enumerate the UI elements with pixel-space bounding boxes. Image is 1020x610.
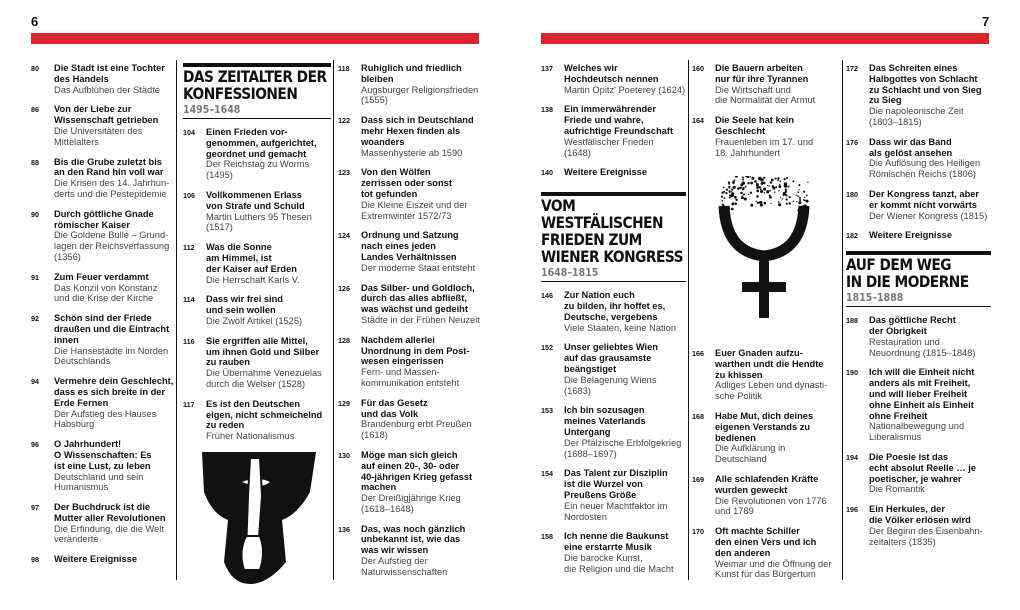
toc-entry[interactable] — [338, 398, 488, 441]
entry-subtitle: Der Aufstieg der Naturwissenschaften — [361, 556, 448, 577]
symbol-arc — [724, 206, 804, 256]
entry-subtitle: Städte in der Frühen Neuzeit — [361, 314, 480, 325]
red-header-bar-right — [541, 33, 989, 44]
entry-title: Es ist den Deutschen eigen, nicht schmeichelnd zu reden — [206, 398, 323, 431]
entry-title: Was die Sonne am Himmel, ist der Kaiser auf Erden — [206, 242, 297, 274]
entry-subtitle: Weimar und die Öffnung der Kunst für das Bürgertum — [715, 558, 832, 580]
page-ref: 126 — [338, 283, 350, 293]
toc-entry[interactable] — [692, 348, 840, 402]
column-divider — [688, 60, 689, 580]
toc-entry[interactable] — [338, 115, 488, 158]
page-ref: 136 — [338, 524, 350, 534]
toc-entry[interactable] — [541, 531, 686, 574]
entry-title: Ruhiglich und friedlich bleiben — [361, 63, 462, 84]
page-ref: 152 — [541, 343, 553, 353]
entry-subtitle: Deutschland und sein Humanismus — [54, 471, 144, 493]
toc-column-3 — [338, 63, 488, 587]
page-ref: 137 — [541, 64, 553, 73]
toc-entry[interactable] — [541, 63, 686, 95]
entry-title: Durch göttliche Gnade römischer Kaiser — [54, 208, 154, 230]
entry-title: Zum Feuer verdammt — [54, 271, 149, 282]
page-ref: 104 — [183, 128, 195, 137]
entry-title: Schön sind der Friede draußen und die Eintracht innen — [54, 313, 170, 345]
entry-subtitle: Augsburger Religionsfrieden (1555) — [361, 84, 479, 106]
entry-title: Das Silber- und Goldloch, durch das alles abfließt, was wächst und gedeiht — [361, 282, 475, 315]
toc-entry[interactable] — [183, 399, 331, 442]
page-ref: 188 — [846, 316, 858, 326]
entry-subtitle: Die barocke Kunst, die Religion und die Macht — [564, 552, 674, 574]
entry-title: Sie ergriffen alle Mittel, um ihnen Gold und Silber zu rauben — [206, 335, 320, 368]
toc-entry[interactable] — [846, 367, 991, 443]
toc-entry[interactable] — [338, 63, 488, 106]
entry-subtitle: Der Reichstag zu Worms (1495) — [206, 159, 310, 181]
entry-subtitle: Viele Staaten, keine Nation — [564, 322, 676, 333]
entry-subtitle: Die Krisen des 14. Jahrhun- derts und die Pestepidemie — [54, 178, 170, 199]
entry-title: Dass wir das Band als gelöst ansehen — [869, 136, 953, 158]
toc-entry[interactable] — [183, 190, 331, 233]
toc-entry[interactable] — [846, 137, 991, 180]
page-ref: 166 — [692, 349, 704, 358]
entry-title: Die Bauern arbeiten nur für ihre Tyrannen — [715, 63, 809, 84]
page-ref: 140 — [541, 168, 553, 178]
section-title: VOM WESTFÄLISCHEN FRIEDEN ZUM WIENER KONGRESS — [541, 196, 684, 267]
entry-title: Der Buchdruck ist die Mutter aller Revolutionen — [54, 502, 166, 523]
entry-subtitle: Die Wirtschaft und die Normalität der Armut — [715, 84, 816, 106]
section-header — [846, 251, 991, 307]
section-title: DAS ZEITALTER DER KONFESSIONEN — [183, 67, 327, 103]
toc-entry[interactable] — [541, 290, 686, 333]
page-ref: 92 — [31, 314, 39, 324]
column-divider — [176, 60, 177, 580]
entry-subtitle: Der Wiener Kongress (1815) — [869, 210, 988, 221]
toc-entry[interactable] — [31, 157, 176, 200]
entry-title: Euer Gnaden aufzu- warthen undt die Hendte zu khissen — [715, 348, 824, 380]
page-ref: 118 — [338, 64, 350, 73]
entry-title: Von der Liebe zur Wissenschaft getrieben — [54, 104, 159, 126]
entry-title: Für das Gesetz und das Volk — [361, 397, 428, 419]
entry-title: Dass sich in Deutschland mehr Hexen finden als woanders — [361, 115, 474, 147]
entry-subtitle: Adliges Leben und dynasti- sche Politik — [715, 380, 828, 402]
entry-subtitle: Nationalbewegung und Liberalismus — [869, 421, 965, 443]
entry-title: Habe Mut, dich deines eigenen Verstands zu bedienen — [715, 410, 814, 443]
page-ref: 88 — [31, 157, 39, 167]
entry-subtitle: Westfälischer Frieden (1648) — [564, 136, 654, 158]
entry-title: O Jahrhundert! O Wissenschaften: Es ist eine Lust, zu leben — [54, 439, 152, 471]
entry-subtitle: Die Romantik — [869, 484, 925, 495]
page-ref: 122 — [338, 116, 350, 126]
toc-entry[interactable] — [541, 167, 686, 178]
toc-entry[interactable] — [338, 335, 488, 389]
entry-title: Ich bin sozusagen meines Vaterlands Untergang — [564, 405, 646, 437]
page-ref: 116 — [183, 336, 195, 346]
entry-title: Der Kongress tanzt, aber er kommt nicht vorwärts — [869, 188, 980, 210]
entry-title: Unser geliebtes Wien auf das grausamste beängstiget — [564, 342, 658, 374]
toc-entry[interactable] — [31, 272, 176, 304]
page-ref: 98 — [31, 555, 39, 565]
page-ref: 196 — [846, 505, 858, 515]
entry-subtitle: Die Übernahme Venezuelas durch die Welser (1528) — [206, 368, 322, 389]
entry-subtitle: Die Goldene Bulle – Grund- lagen der Reichsverfassung (1356) — [54, 230, 170, 262]
entry-title: Ordnung und Satzung nach eines jeden Landes Verhältnissen — [361, 230, 459, 262]
toc-entry[interactable] — [692, 474, 840, 517]
toc-entry[interactable] — [31, 554, 176, 565]
entry-subtitle: Der Aufstieg des Hauses Habsburg — [54, 408, 157, 430]
toc-entry[interactable] — [846, 63, 991, 128]
page-ref: 194 — [846, 452, 858, 462]
entry-title: Nachdem allerlei Unordnung in dem Post- wesen eingerissen — [361, 334, 470, 367]
page-ref: 80 — [31, 64, 39, 73]
section-title: AUF DEM WEG IN DIE MODERNE — [846, 255, 969, 292]
page-ref: 96 — [31, 440, 39, 450]
entry-subtitle: Die Belagerung Wiens (1683) — [564, 374, 657, 396]
entry-subtitle: Martin Opitz' Poeterey (1624) — [564, 84, 686, 95]
entry-subtitle: Die napoleonische Zeit (1803–1815) — [869, 106, 964, 127]
entry-title: Die Stadt ist eine Tochter des Handels — [54, 63, 165, 84]
toc-entry[interactable] — [183, 127, 331, 181]
page-ref: 90 — [31, 209, 39, 219]
page-ref: 164 — [692, 116, 704, 126]
toc-entry[interactable] — [31, 104, 176, 147]
toc-column-5 — [692, 63, 840, 580]
female-symbol-illustration — [712, 176, 816, 324]
page-ref: 169 — [692, 474, 704, 484]
entry-title: Ich nenne die Baukunst eine erstarrte Musik — [564, 531, 669, 553]
toc-column-4 — [541, 63, 686, 584]
page-ref: 94 — [31, 377, 39, 387]
entry-subtitle: Die Erfindung, die die Welt veränderte — [54, 523, 164, 545]
entry-subtitle: Der Pfälzische Erbfolgekrieg (1688–1697) — [564, 437, 682, 459]
toc-entry[interactable] — [846, 315, 991, 358]
page-ref: 146 — [541, 291, 553, 301]
page-ref: 170 — [692, 527, 704, 537]
entry-title: Die Seele hat kein Geschlecht — [715, 115, 795, 136]
hand-icon — [241, 536, 263, 570]
toc-entry[interactable] — [692, 526, 840, 580]
page-ref: 154 — [541, 469, 553, 479]
page-ref: 91 — [31, 272, 39, 282]
page-ref: 112 — [183, 243, 195, 253]
toc-entry[interactable] — [338, 524, 488, 578]
entry-subtitle: Die Aufklärung in Deutschland — [715, 443, 786, 465]
toc-entry[interactable] — [31, 376, 176, 430]
silence-face-illustration — [198, 452, 320, 586]
entry-subtitle: Die Kleine Eiszeit und der Extremwinter 1572/73 — [361, 199, 468, 221]
entry-subtitle: Das Konzil von Konstanz und die Krise der Kirche — [54, 282, 158, 304]
entry-subtitle: Fern- und Massen- kommunikation entsteht — [361, 367, 460, 388]
entry-subtitle: Ein neuer Machtfaktor im Nordosten — [564, 500, 668, 522]
toc-entry[interactable] — [692, 411, 840, 465]
section-years: 1815–1888 — [846, 291, 904, 305]
entry-title: Das göttliche Recht der Obrigkeit — [869, 315, 956, 336]
page-ref: 168 — [692, 411, 704, 421]
entry-title: Ich will die Einheit nicht anders als mit Freiheit, und will lieber Freiheit ohne Einheit als Einheit ohne Freiheit — [869, 367, 975, 421]
toc-entry[interactable] — [846, 452, 991, 495]
toc-entry[interactable] — [31, 209, 176, 263]
entry-title: Weitere Ereignisse — [54, 554, 138, 565]
toc-entry[interactable] — [541, 342, 686, 396]
toc-entry[interactable] — [31, 439, 176, 493]
entry-subtitle: Die Revolutionen von 1776 und 1789 — [715, 495, 827, 517]
symbol-crossbar — [742, 282, 786, 292]
toc-column-1 — [31, 63, 176, 574]
entry-title: Ein immerwährender Friede und wahre, aufrichtige Freundschaft — [564, 104, 673, 136]
red-header-bar-left — [31, 33, 479, 44]
toc-entry[interactable] — [541, 405, 686, 459]
entry-subtitle: Der Beginn des Eisenbahn- zeitalters (1835) — [869, 525, 983, 547]
page-ref: 180 — [846, 189, 858, 199]
page-ref: 182 — [846, 231, 858, 241]
toc-entry[interactable] — [183, 336, 331, 390]
page-ref: 158 — [541, 532, 553, 542]
page-ref: 129 — [338, 398, 350, 408]
entry-subtitle: Früher Nationalismus — [206, 431, 295, 442]
toc-entry[interactable] — [692, 63, 840, 106]
toc-column-2 — [183, 63, 331, 451]
entry-title: Einen Frieden vor- genommen, aufgerichtet, geordnet und gemacht — [206, 127, 317, 159]
page-ref: 123 — [338, 168, 350, 178]
toc-entry[interactable] — [183, 294, 331, 326]
toc-entry[interactable] — [541, 104, 686, 158]
entry-title: Bis die Grube zuletzt bis an den Rand hin voll war — [54, 156, 164, 178]
entry-subtitle: Die Auflösung des Heiligen Römischen Reichs (1806) — [869, 158, 981, 180]
entry-subtitle: Die Hansestädte im Norden Deutschlands — [54, 345, 169, 367]
page-ref: 190 — [846, 368, 858, 378]
toc-entry[interactable] — [692, 115, 840, 158]
page-ref: 176 — [846, 137, 858, 147]
entry-title: Das Schreiten eines Halbgottes von Schlacht zu Schlacht und von Sieg zu Sieg — [869, 63, 982, 106]
toc-entry[interactable] — [846, 230, 991, 241]
section-years: 1648–1815 — [541, 266, 599, 280]
entry-subtitle: Das Aufblühen der Städte — [54, 84, 160, 95]
entry-title: Weitere Ereignisse — [564, 167, 648, 178]
column-divider — [333, 60, 334, 580]
entry-title: Alle schlafenden Kräfte wurden geweckt — [715, 473, 819, 495]
entry-subtitle: Die Herrschaft Karls V. — [206, 274, 300, 285]
entry-title: Das, was noch gänzlich unbekannt ist, wie das was wir wissen — [361, 523, 466, 556]
entry-title: Zur Nation euch zu bilden, ihr hoffet es, Deutsche, vergebens — [564, 290, 666, 322]
page-ref: 86 — [31, 105, 39, 115]
entry-subtitle: Die Zwölf Artikel (1525) — [206, 315, 303, 326]
toc-entry[interactable] — [338, 450, 488, 515]
entry-title: Möge man sich gleich auf einen 20-, 30- oder 40-jährigen Krieg gefasst machen — [361, 449, 473, 493]
toc-entry[interactable] — [846, 504, 991, 547]
section-years: 1495–1648 — [183, 103, 241, 116]
entry-title: Das Talent zur Disziplin ist die Wurzel von Preußens Größe — [564, 468, 668, 500]
entry-title: Die Poesie ist das echt absolut Reelle … je poetischer, je wahrer — [869, 451, 976, 484]
entry-subtitle: Der Dreißigjährige Krieg (1618–1648) — [361, 493, 461, 514]
entry-title: Weitere Ereignisse — [869, 230, 953, 241]
dissolve-particles — [721, 176, 809, 213]
entry-subtitle: Der moderne Staat entsteht — [361, 262, 476, 273]
section-header — [183, 63, 331, 119]
page-ref: 138 — [541, 105, 553, 115]
toc-entry[interactable] — [541, 468, 686, 522]
page-ref: 160 — [692, 64, 704, 73]
page-ref: 130 — [338, 450, 350, 460]
toc-entry[interactable] — [31, 313, 176, 367]
entry-subtitle: Brandenburg erbt Preußen (1618) — [361, 419, 472, 441]
entry-subtitle: Restauration und Neuordnung (1815–1848) — [869, 336, 976, 358]
page-ref: 106 — [183, 190, 195, 200]
page-ref: 114 — [183, 295, 195, 305]
entry-title: Oft machte Schiller den einen Vers und ich den anderen — [715, 526, 817, 558]
entry-title: Vollkommenen Erlass von Strafe und Schuld — [206, 189, 305, 211]
entry-title: Dass wir frei sind und sein wollen — [206, 294, 283, 316]
page-ref: 124 — [338, 231, 350, 241]
entry-title: Welches wir Hochdeutsch nennen — [564, 63, 659, 84]
page-ref: 153 — [541, 406, 553, 416]
page-ref: 117 — [183, 399, 195, 409]
toc-entry[interactable] — [338, 230, 488, 273]
entry-title: Ein Herkules, der die Völker erlösen wird — [869, 504, 971, 525]
toc-entry[interactable] — [183, 242, 331, 285]
toc-entry[interactable] — [846, 189, 991, 221]
entry-subtitle: Martin Luthers 95 Thesen (1517) — [206, 211, 312, 233]
entry-title: Vermehre dein Geschlecht, dass es sich breite in der Erde Fernen — [54, 376, 174, 408]
entry-subtitle: Massenhysterie ab 1590 — [361, 147, 463, 158]
entry-title: Von den Wölfen zerrissen oder sonst tot gefunden — [361, 167, 452, 199]
page-number-left: 6 — [31, 14, 39, 29]
toc-entry[interactable] — [338, 283, 488, 326]
entry-subtitle: Frauenleben im 17. und 18. Jahrhundert — [715, 136, 814, 158]
page-ref: 128 — [338, 335, 350, 345]
entry-subtitle: Die Universitäten des Mittelalters — [54, 125, 143, 147]
toc-column-6 — [846, 63, 991, 556]
section-header — [541, 192, 686, 282]
toc-entry[interactable] — [31, 502, 176, 545]
page-ref: 97 — [31, 503, 39, 513]
page-number-right: 7 — [982, 14, 990, 29]
page-ref: 172 — [846, 64, 858, 73]
column-divider — [842, 60, 843, 580]
toc-entry[interactable] — [31, 63, 176, 95]
toc-entry[interactable] — [338, 167, 488, 221]
